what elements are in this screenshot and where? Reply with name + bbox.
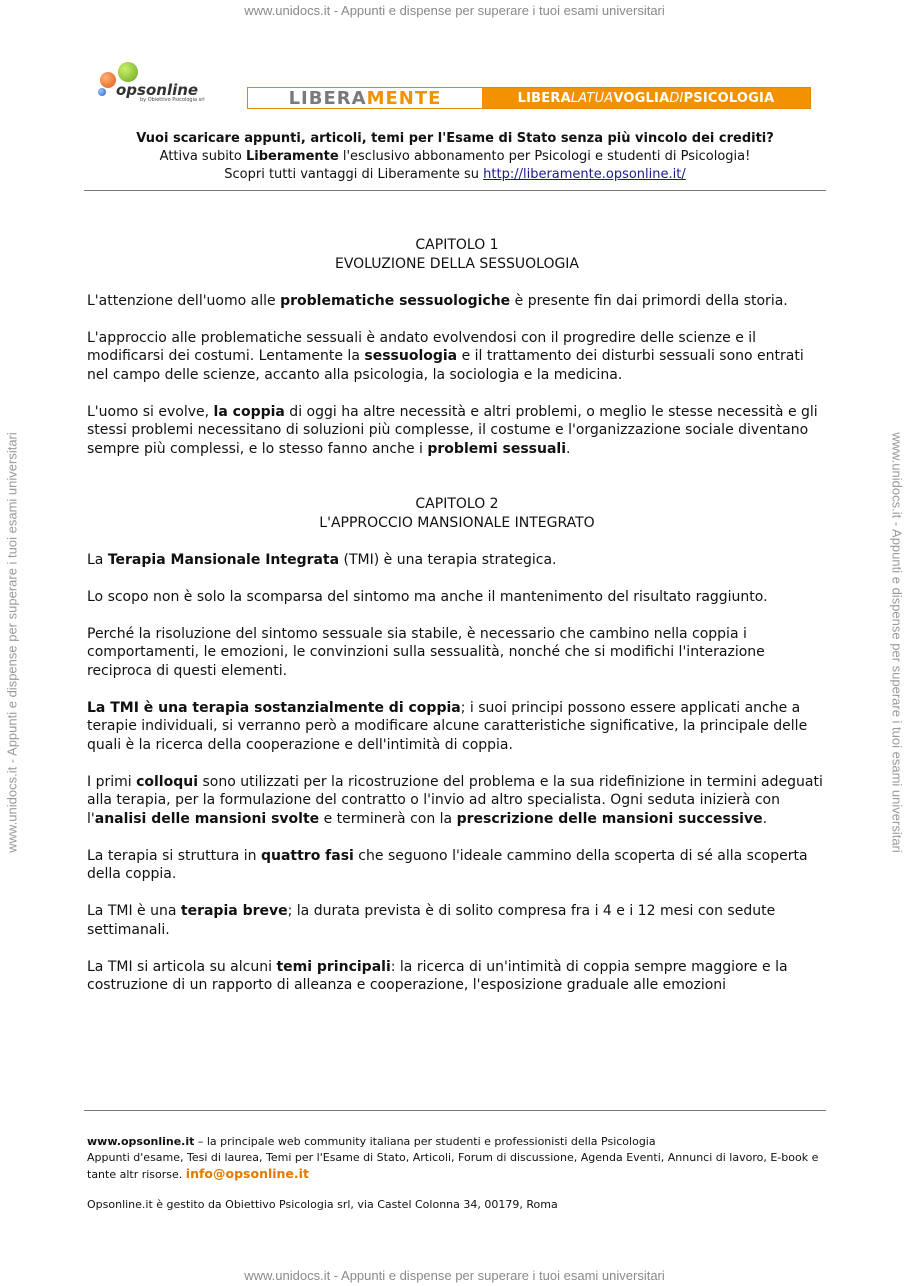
ch1-paragraph-1 (87, 292, 827, 311)
ch2-p5a: I primi (87, 773, 137, 790)
ch1-p3c: di oggi ha altre necessità e altri problemi, o meglio le stesse necessità e gli stessi problemi necessitano di soluzioni più complesse, il costume e l'organizzazione sociale diventano sempre più complessi, e lo stesso fanno anche i (87, 403, 818, 457)
ch2-paragraph-8 (87, 958, 827, 995)
liberamente-banner[interactable] (247, 87, 811, 109)
ch1-paragraph-2 (87, 329, 827, 385)
ch2-p1b: Terapia Mansionale Integrata (107, 551, 340, 568)
ch1-p2c: e il trattamento dei disturbi sessuali sono entrati nel campo delle scienze, accanto alla psicologia, la sociologia e la medicina. (87, 348, 804, 383)
footer-email[interactable]: info@opsonline.it (185, 1166, 309, 1181)
banner-brand-b: MENTE (366, 87, 442, 109)
banner-slogan-b: LATUA (570, 90, 614, 106)
promo-line-2a: Attiva subito (159, 149, 246, 164)
ch2-p7a: La TMI è una (87, 903, 181, 919)
header-divider (84, 190, 826, 191)
footer-line-1 (87, 1134, 827, 1150)
ch1-p2b: sessuologia (364, 348, 458, 364)
banner-slogan-a: LIBERA (517, 90, 571, 106)
ch2-paragraph-2: Lo scopo non è solo la scomparsa del sintomo ma anche il mantenimento del risultato raggiunto. (87, 588, 768, 605)
banner-slogan-c: VOGLIA (613, 90, 670, 106)
ch2-p6b: quattro fasi (260, 847, 354, 864)
watermark-top: www.unidocs.it - Appunti e dispense per superare i tuoi esami universitari (244, 3, 665, 18)
chapter-1-title: EVOLUZIONE DELLA SESSUOLOGIA (334, 255, 580, 272)
ch2-p6a: La terapia si struttura in (87, 847, 261, 864)
ch2-p5b: colloqui (136, 773, 199, 790)
banner-brand (248, 88, 482, 108)
ch1-p3d: problemi sessuali (427, 440, 567, 457)
document-body (87, 236, 827, 1013)
footer-line-2 (87, 1150, 827, 1183)
promo-line-3 (84, 166, 826, 184)
banner-brand-a: LIBERA (288, 87, 367, 109)
logo-ball-blue (98, 88, 106, 96)
ch2-p5d: analisi delle mansioni svolte (94, 810, 320, 827)
ch2-p5c: sono utilizzati per la ricostruzione del problema e la sua ridefinizione in termini adeguati alla terapia, per la formulazione del contratto o l'invio ad altro specialista. Ogni seduta inizierà con l' (87, 773, 823, 827)
promo-block (84, 130, 826, 184)
promo-line-3a: Scopri tutti vantaggi di Liberamente su (224, 167, 484, 182)
ch1-p2a: L'approccio alle problematiche sessuali è andato evolvendosi con il progredire delle scienze e il modificarsi dei costumi. Lentamente la (87, 329, 757, 364)
ch2-p8c: : la ricerca di un'intimità di coppia sempre maggiore e la costruzione di un rapporto di alleanza e cooperazione, l'esposizione graduale alle emozioni (87, 958, 788, 993)
ch1-p3b: la coppia (213, 403, 285, 420)
chapter-1-number: CAPITOLO 1 (415, 237, 499, 253)
ch2-p5g: . (762, 810, 768, 827)
footer-line-1-text: – la principale web community italiana per studenti e professionisti della Psicologia (194, 1135, 656, 1148)
ch2-p1c: (TMI) è una terapia strategica. (339, 551, 557, 568)
logo-subtitle: by Obiettivo Psicologia srl (140, 97, 205, 103)
ch2-paragraph-7 (87, 902, 827, 939)
ch2-p4b: ; i suoi principi possono essere applicati anche a terapie individuali, si verranno però a modificare alcune caratteristiche significative, la principale delle quali è la ricerca della cooperazione e dell'intimità di coppia. (87, 699, 808, 753)
chapter-2-number: CAPITOLO 2 (415, 496, 499, 512)
logo-name: opsonline (116, 81, 199, 99)
ch1-p1b: problematiche sessuologiche (280, 292, 511, 309)
ch2-p8b: temi principali (276, 958, 391, 975)
ch1-p3a: L'uomo si evolve, (87, 403, 214, 420)
footer-site[interactable]: www.opsonline.it (87, 1135, 195, 1148)
promo-line-1: Vuoi scaricare appunti, articoli, temi per l'Esame di Stato senza più vincolo dei crediti? (136, 131, 774, 146)
watermark-right-text: www.unidocs.it - Appunti e dispense per superare i tuoi esami universitari (889, 432, 905, 853)
ch2-p4a: La TMI è una terapia sostanzialmente di coppia (87, 699, 461, 716)
banner-slogan-e: PSICOLOGIA (683, 90, 775, 106)
ch1-p1c: è presente fin dai primordi della storia. (510, 292, 788, 309)
footer-line-2-text: Appunti d'esame, Tesi di laurea, Temi per l'Esame di Stato, Articoli, Forum di discussione, Agenda Eventi, Annunci di lavoro, E-book e tante altr risorse. (87, 1151, 819, 1181)
footer-line-3: Opsonline.it è gestito da Obiettivo Psicologia srl, via Castel Colonna 34, 00179, Roma (87, 1198, 558, 1211)
banner-slogan-d: DI (669, 90, 684, 106)
ch2-p8a: La TMI si articola su alcuni (87, 958, 277, 975)
ch2-paragraph-1 (87, 551, 827, 570)
banner-slogan (482, 88, 810, 108)
ch2-p7b: terapia breve (180, 903, 288, 919)
promo-line-2 (84, 148, 826, 166)
ch2-paragraph-6 (87, 847, 827, 884)
chapter-2-title: L'APPROCCIO MANSIONALE INTEGRATO (319, 514, 595, 531)
ch2-p6c: che seguono l'ideale cammino della scoperta di sé alla scoperta della coppia. (87, 847, 808, 882)
ch2-p5e: e terminerà con la (319, 810, 457, 827)
ch1-paragraph-3 (87, 403, 827, 459)
logo-ball-orange (100, 72, 116, 88)
ch2-paragraph-3: Perché la risoluzione del sintomo sessuale sia stabile, è necessario che cambino nella coppia i comportamenti, le emozioni, le convinzioni sulla sessualità, nonché che si modifichi l'interazione reciproca di questi elementi. (87, 625, 765, 679)
ch2-paragraph-4 (87, 699, 827, 755)
watermark-bottom: www.unidocs.it - Appunti e dispense per superare i tuoi esami universitari (244, 1268, 665, 1283)
logo-ball-green (118, 62, 138, 82)
footer-divider (84, 1110, 826, 1111)
promo-line-2c: l'esclusivo abbonamento per Psicologi e studenti di Psicologia! (338, 149, 751, 164)
ch1-p3e: . (566, 440, 571, 457)
watermark-left-text: www.unidocs.it - Appunti e dispense per superare i tuoi esami universitari (4, 432, 20, 853)
promo-line-2b: Liberamente (246, 149, 339, 164)
ch2-paragraph-5 (87, 773, 827, 829)
ch2-p1a: La (87, 551, 108, 568)
ch2-p5f: prescrizione delle mansioni successive (456, 810, 763, 827)
liberamente-link[interactable]: http://liberamente.opsonline.it/ (483, 167, 686, 182)
ch1-p1a: L'attenzione dell'uomo alle (87, 292, 281, 309)
page-footer (87, 1134, 827, 1213)
opsonline-logo[interactable] (96, 60, 216, 106)
ch2-p7c: ; la durata prevista è di solito compresa fra i 4 e i 12 mesi con sedute settimanali. (87, 903, 776, 938)
